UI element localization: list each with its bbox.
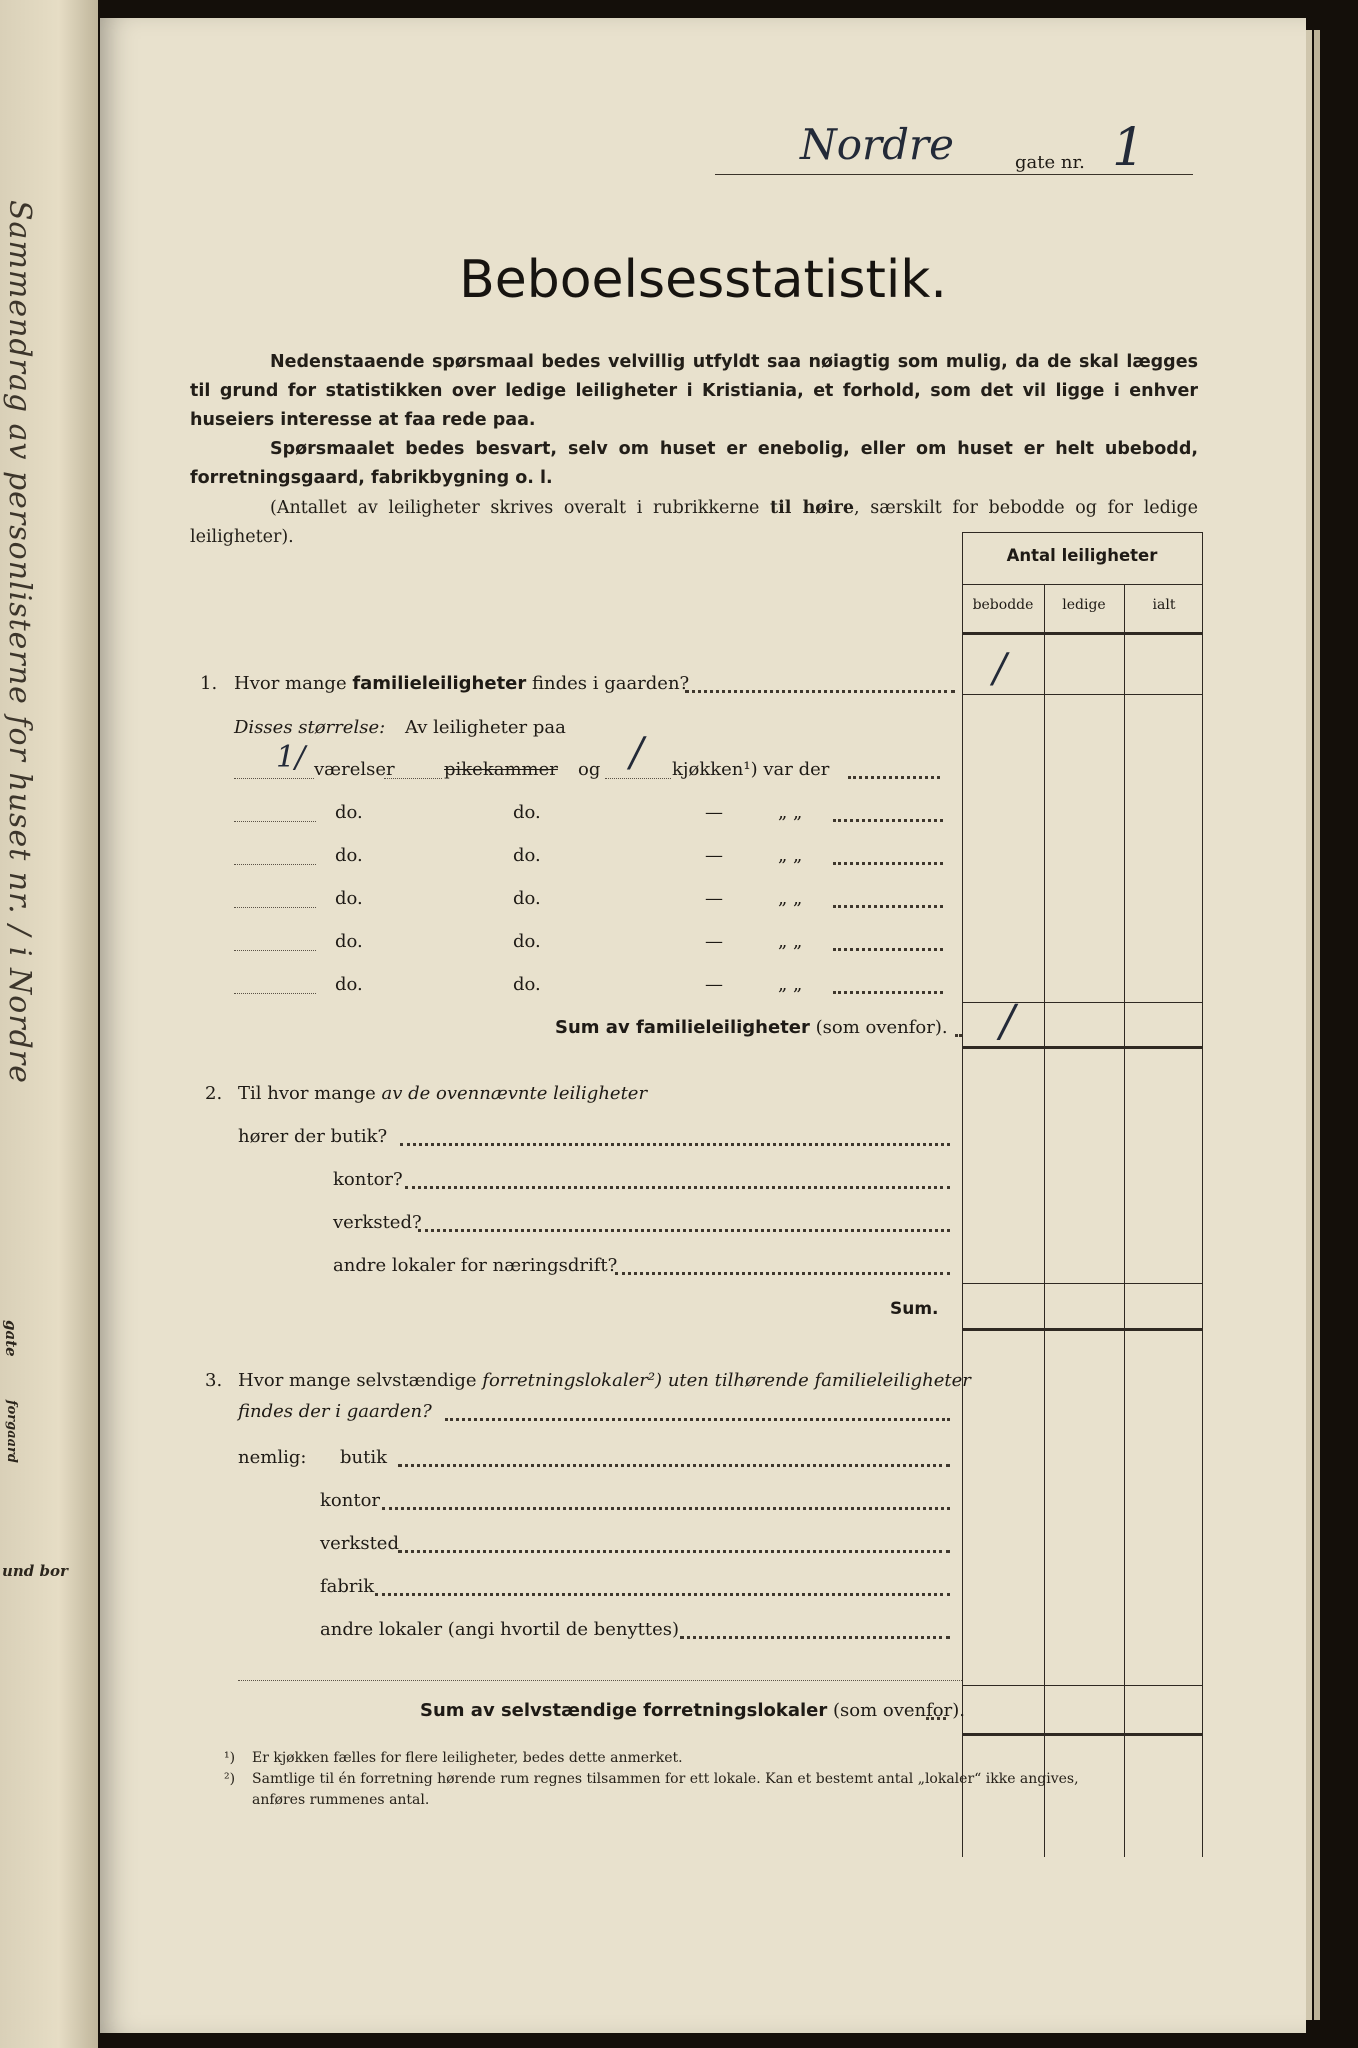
table-title: Antal leiligheter xyxy=(1006,546,1158,565)
row-line-q1 xyxy=(962,694,1202,695)
col-bebodde: bebodde xyxy=(972,597,1034,613)
ditto-row5-quote: „ „ xyxy=(778,931,803,952)
col-ialt: ialt xyxy=(1152,597,1176,613)
ditto-row3-fill xyxy=(234,864,316,865)
ditto-row6-do1: do. xyxy=(335,974,363,995)
table-right-border xyxy=(1202,532,1203,1857)
intro-paragraph-2: Spørsmaalet bedes besvart, selv om huset er enebolig, eller om huset er helt ubebodd, forretningsgaard, fabrikbygning o. l. xyxy=(190,439,1198,488)
left-note-bor: und bor xyxy=(2,1562,68,1580)
footnote-1-mark: ¹) xyxy=(224,1750,236,1766)
sum-forretningslokaler: Sum av selvstændige forretningslokaler (som ovenfor). xyxy=(420,1700,965,1721)
q3-kontor-dots xyxy=(382,1507,950,1510)
ditto-row5-do1: do. xyxy=(335,931,363,952)
size-row1-kitchen-line xyxy=(605,778,671,779)
row-line-sum2 xyxy=(962,1328,1202,1331)
ditto-row6-quote: „ „ xyxy=(778,974,803,995)
sizes-text: Av leiligheter paa xyxy=(405,717,566,738)
page-edge-1 xyxy=(1306,30,1312,2020)
table-divider-1 xyxy=(1044,584,1045,1857)
page-edge-2 xyxy=(1314,30,1320,2020)
table-divider-2 xyxy=(1124,584,1125,1857)
ditto-row3-dash: — xyxy=(705,845,723,866)
q2-sum: Sum. xyxy=(890,1299,939,1319)
sum3-dots xyxy=(926,1717,946,1720)
size-row1-kjokken: kjøkken¹) var der xyxy=(672,759,830,780)
ditto-row3-do2: do. xyxy=(513,845,541,866)
ditto-row5-fill xyxy=(234,950,316,951)
row-line-q3-end xyxy=(962,1685,1202,1686)
ditto-row5-dots xyxy=(833,948,943,951)
left-note-gate: gate xyxy=(2,1320,20,1357)
q2-kontor: kontor? xyxy=(333,1169,403,1190)
q3-extra-line xyxy=(238,1680,962,1681)
footnote-2-mark: ²) xyxy=(224,1771,236,1787)
table-header-line xyxy=(962,632,1202,635)
q1-dots xyxy=(685,690,955,693)
row-line-sum3 xyxy=(962,1733,1202,1736)
footnote-2-line1: Samtlige til én forretning hørende rum regnes tilsammen for ett lokale. Kan et bestemt antal „lokaler“ ikke angives, xyxy=(252,1771,1079,1787)
ditto-row4-dash: — xyxy=(705,888,723,909)
q3-question: Hvor mange selvstændige forretningslokaler²) uten tilhørende familieleiligheter xyxy=(238,1370,971,1391)
q3-kontor: kontor xyxy=(320,1490,381,1511)
table-left-border-top xyxy=(962,532,963,694)
size-row1-vaerelser: værelser xyxy=(314,759,395,780)
q3-andre-lokaler: andre lokaler (angi hvortil de benyttes) xyxy=(320,1619,680,1640)
ditto-row3-quote: „ „ xyxy=(778,845,803,866)
ditto-row6-fill xyxy=(234,993,316,994)
form-page xyxy=(100,18,1306,2033)
table-title-line xyxy=(962,584,1202,585)
header-underline xyxy=(715,174,1193,175)
q3-verksted: verksted xyxy=(320,1533,399,1554)
q1-question: Hvor mange familieleiligheter findes i gaarden? xyxy=(234,673,690,694)
ditto-row3-dots xyxy=(833,862,943,865)
q2-butik-dots xyxy=(400,1143,950,1146)
row-line-sizes-end xyxy=(962,1002,1202,1003)
q2-andre-lokaler: andre lokaler for næringsdrift? xyxy=(333,1255,618,1276)
ditto-row3-do1: do. xyxy=(335,845,363,866)
size-row1-og: og xyxy=(578,759,601,780)
left-note-forgaard: forgaard xyxy=(4,1400,19,1463)
ditto-row5-do2: do. xyxy=(513,931,541,952)
page-title: Beboelsesstatistik. xyxy=(459,250,947,310)
size-row1-pikekammer: pikekammer xyxy=(444,759,558,780)
q3-butik-dots xyxy=(398,1464,950,1467)
q3-verksted-dots xyxy=(398,1550,950,1553)
q2-butik: hører der butik? xyxy=(238,1126,388,1147)
table-top-line xyxy=(962,532,1202,533)
ditto-row2-dash: — xyxy=(705,802,723,823)
q3-andre-dots xyxy=(680,1636,950,1639)
left-page-edge xyxy=(0,0,98,2048)
q3-butik: butik xyxy=(340,1447,388,1468)
ditto-row4-do2: do. xyxy=(513,888,541,909)
ditto-row6-dash: — xyxy=(705,974,723,995)
size-row1-kitchen-hand: / xyxy=(630,730,644,776)
sum1-answer-bebodde: / xyxy=(1000,996,1015,1047)
q2-kontor-dots xyxy=(405,1186,950,1189)
q1-number: 1. xyxy=(200,673,218,694)
ditto-row2-quote: „ „ xyxy=(778,802,803,823)
q3-line2-dots xyxy=(445,1418,950,1421)
intro-paragraph-1: Nedenstaaende spørsmaal bedes velvillig utfyldt saa nøiagtig som mulig, da de skal lægges til grund for statistikken over ledige leiligheter i Kristiania, et forhold, som det vil ligge i enhver huseiers interesse at faa rede paa. xyxy=(190,352,1198,430)
row-line-q2-end xyxy=(962,1283,1202,1284)
q3-nemlig: nemlig: xyxy=(238,1447,307,1468)
size-row1-fill-2 xyxy=(384,778,442,779)
q3-number: 3. xyxy=(205,1370,223,1391)
q2-verksted: verksted? xyxy=(333,1212,422,1233)
row-line-sum1 xyxy=(962,1046,1202,1049)
col-ledige: ledige xyxy=(1062,597,1106,613)
q3-line2: findes der i gaarden? xyxy=(238,1401,432,1422)
q3-fabrik-dots xyxy=(375,1593,950,1596)
q2-verksted-dots xyxy=(418,1229,950,1232)
ditto-row2-dots xyxy=(833,819,943,822)
q3-fabrik: fabrik xyxy=(320,1576,375,1597)
sum1-dot xyxy=(955,1034,959,1037)
ditto-row4-dots xyxy=(833,905,943,908)
sizes-label: Disses størrelse: xyxy=(234,717,386,738)
table-left-border xyxy=(962,694,963,1857)
q1-answer-bebodde: / xyxy=(993,646,1007,692)
street-name-handwritten: Nordre xyxy=(800,120,954,169)
q2-number: 2. xyxy=(205,1083,223,1104)
ditto-row6-do2: do. xyxy=(513,974,541,995)
ditto-row4-quote: „ „ xyxy=(778,888,803,909)
footnote-1: Er kjøkken fælles for flere leiligheter, bedes dette anmerket. xyxy=(252,1750,683,1766)
q2-question: Til hvor mange av de ovennævnte leiligheter xyxy=(238,1083,648,1104)
ditto-row5-dash: — xyxy=(705,931,723,952)
intro-paragraph-3: (Antallet av leiligheter skrives overalt i rubrikkerne til høire, særskilt for bebodde og for ledige leiligheter). xyxy=(190,498,1199,547)
gate-label: gate nr. xyxy=(1015,152,1085,173)
left-page-vertical-text: Sammendrag av personlisterne for huset nr. / i Nordre xyxy=(2,200,37,1084)
ditto-row2-fill xyxy=(234,821,316,822)
size-row1-dots xyxy=(848,776,940,779)
q2-andre-dots xyxy=(615,1272,950,1275)
ditto-row2-do2: do. xyxy=(513,802,541,823)
footnote-2-line2: anføres rummenes antal. xyxy=(252,1792,430,1808)
sum-familieleiligheter: Sum av familieleiligheter (som ovenfor). xyxy=(555,1017,948,1038)
ditto-row6-dots xyxy=(833,991,943,994)
house-number-handwritten: 1 xyxy=(1112,118,1146,178)
size-row1-count-hand: 1/ xyxy=(276,740,306,775)
ditto-row4-do1: do. xyxy=(335,888,363,909)
size-row1-count-line xyxy=(234,778,314,779)
ditto-row2-do1: do. xyxy=(335,802,363,823)
ditto-row4-fill xyxy=(234,907,316,908)
